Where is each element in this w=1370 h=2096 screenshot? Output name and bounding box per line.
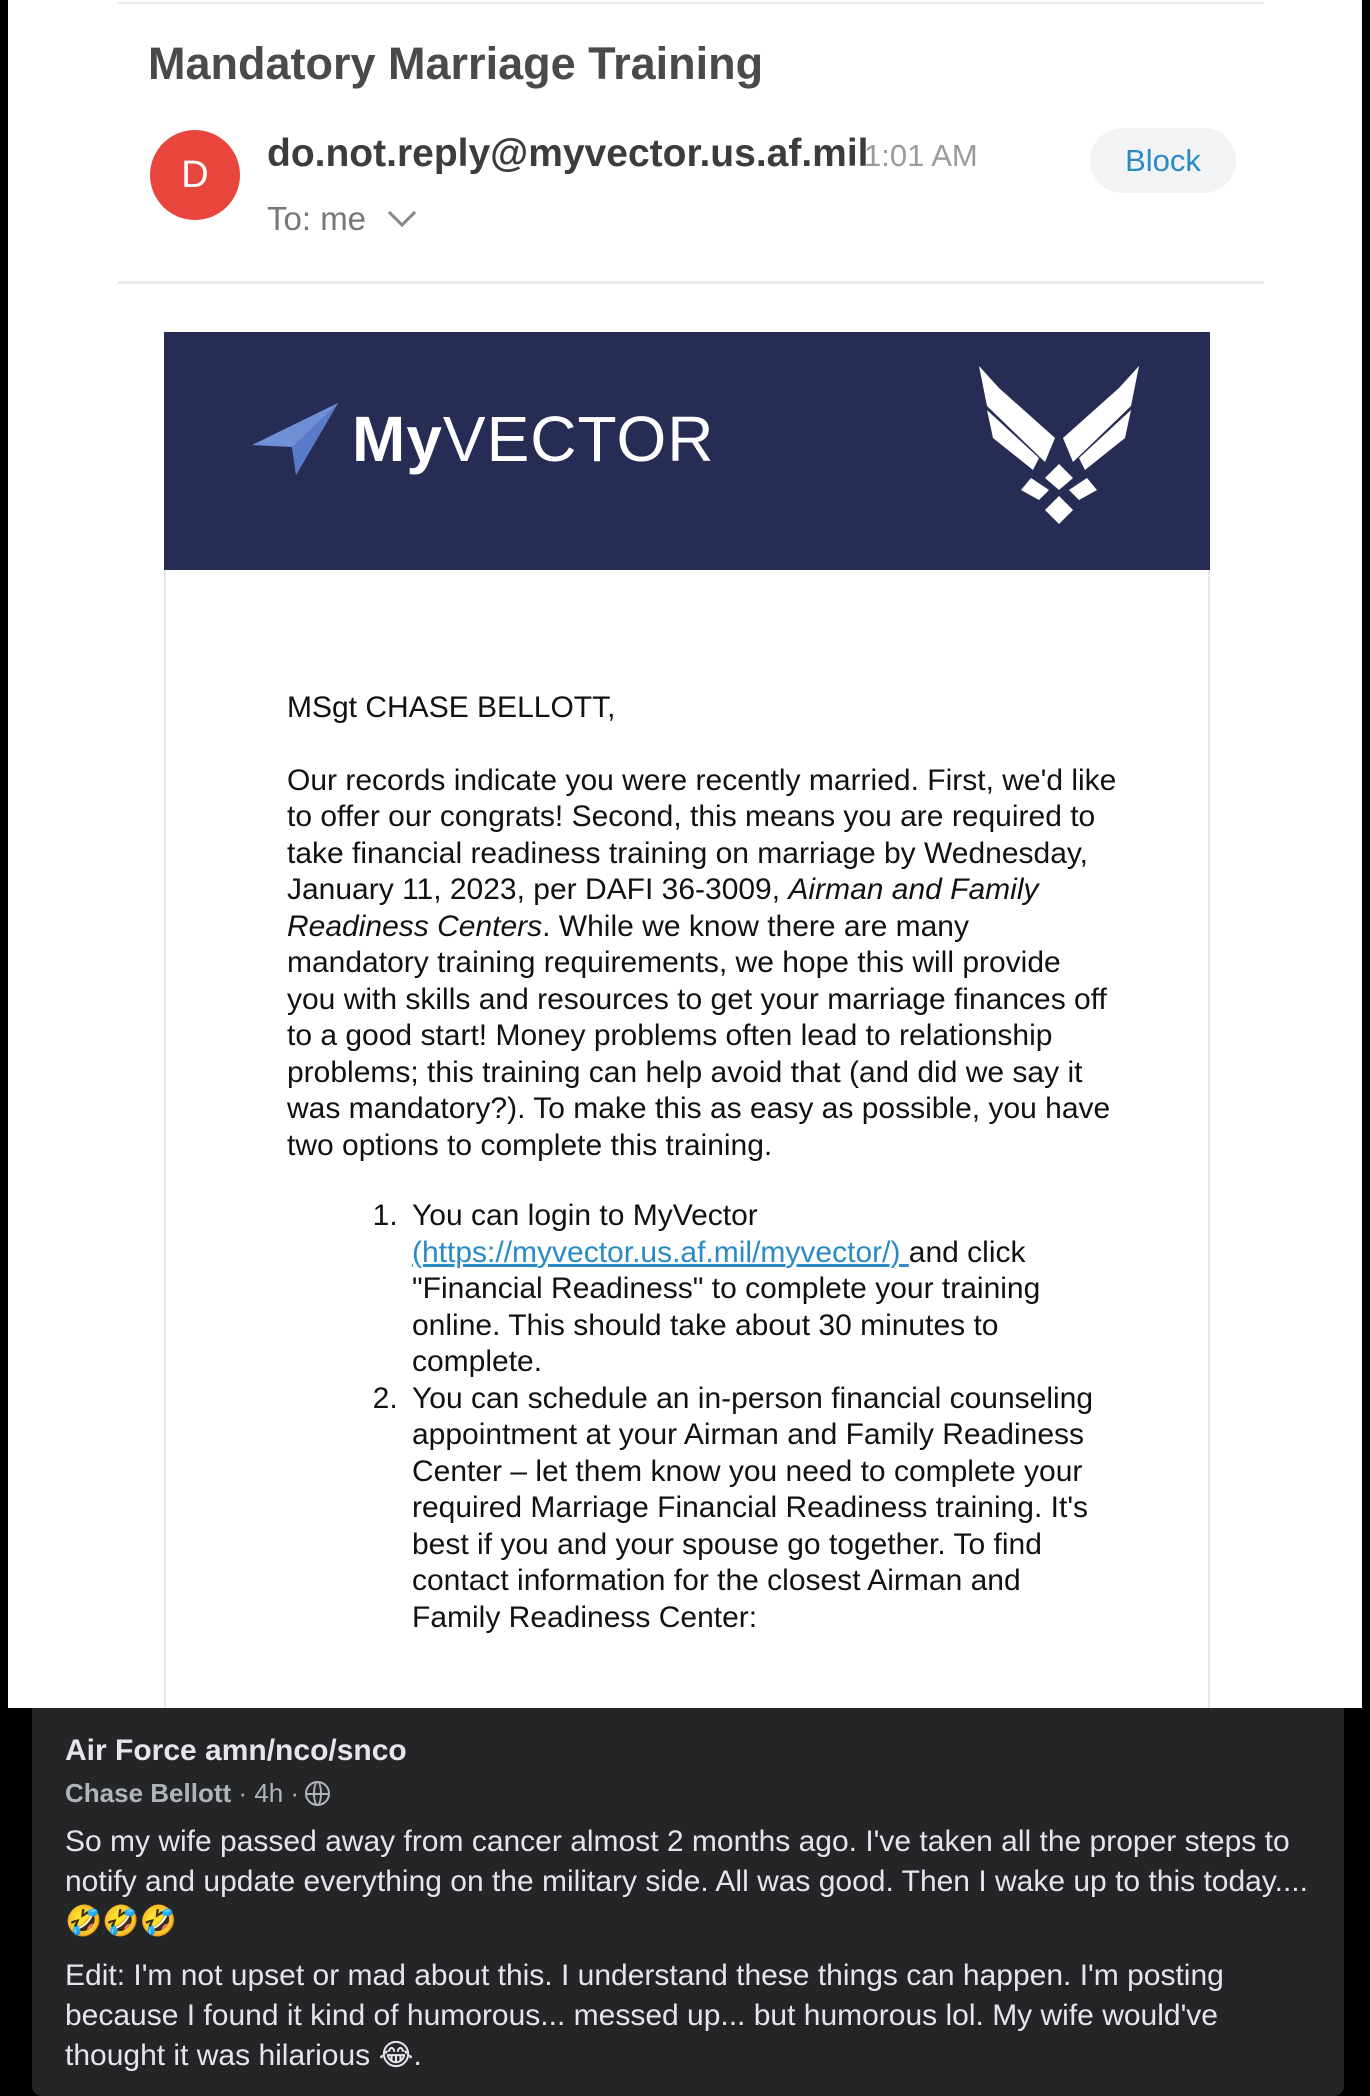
greeting: MSgt CHASE BELLOTT, <box>287 691 616 724</box>
post-meta <box>65 1778 330 1809</box>
myvector-link[interactable]: (https://myvector.us.af.mil/myvector/) <box>412 1235 909 1269</box>
post-body <box>65 1822 1325 2090</box>
post-edit-paragraph: Edit: I'm not upset or mad about this. I understand these things can happen. I'm posting because I found it kind of humorous... messed up... but humorous lol. My wife would've thought it was hilarious 😂. <box>65 1959 1224 2072</box>
email-screenshot <box>8 0 1362 1708</box>
sender-avatar[interactable]: D <box>150 130 240 220</box>
logo-my-text: My <box>352 403 443 475</box>
logo-vector-text: VECTOR <box>442 403 715 475</box>
list-item: 2. You can schedule an in-person financial counseling appointment at your Airman and Family Readiness Center – let them know you need to complete your required Marriage Financial Readiness training. It's best if you and your spouse go together. To find contact information for the closest Airman and Family Readiness Center: <box>406 1381 1117 1637</box>
email-subject: Mandatory Marriage Training <box>148 38 764 89</box>
recipient-label: To: me <box>267 200 367 237</box>
list-item: 1. You can login to MyVector (https://myvector.us.af.mil/myvector/) and click "Financial Readiness" to complete your training online. This should take about 30 minutes to complete. <box>406 1198 1117 1381</box>
divider <box>118 2 1264 4</box>
divider <box>118 281 1264 284</box>
globe-icon <box>305 1781 330 1806</box>
paper-plane-icon <box>252 403 338 475</box>
chevron-down-icon[interactable] <box>388 199 416 227</box>
myvector-logo <box>252 402 714 476</box>
separator: · <box>231 1778 255 1808</box>
email-letter <box>287 690 1117 1636</box>
post-age[interactable]: 4h <box>254 1778 284 1808</box>
recipient-line[interactable] <box>267 200 412 238</box>
italic-title: Airman and Family Readiness Centers <box>287 873 1039 943</box>
facebook-post <box>0 1708 1370 2096</box>
post-paragraph: So my wife passed away from cancer almost 2 months ago. I've taken all the proper steps to notify and update everything on the military side. All was good. Then I wake up to this today.... 🤣🤣🤣 <box>65 1825 1308 1938</box>
separator: · <box>283 1778 300 1808</box>
email-time: 1:01 AM <box>864 138 978 173</box>
post-card <box>32 1708 1344 2096</box>
myvector-banner <box>164 332 1210 570</box>
group-name[interactable]: Air Force amn/nco/snco <box>65 1734 407 1767</box>
author-name[interactable]: Chase Bellott <box>65 1778 232 1808</box>
letter-paragraph: Our records indicate you were recently married. First, we'd like to offer our congrats! Second, this means you are required to take financial readiness training on marriage by Wednesday, January 11, 2023, per DAFI 36-3009, Airman and Family Readiness Centers. While we know there are many mandatory training requirements, we hope this will provide you with skills and resources to get your marriage finances off to a good start! Money problems often lead to relationship problems; this training can help avoid that (and did we say it was mandatory?). To make this as easy as possible, you have two options to complete this training. <box>287 763 1117 1162</box>
block-button[interactable]: Block <box>1090 128 1236 193</box>
sender-address[interactable]: do.not.reply@myvector.us.af.mil <box>267 132 869 175</box>
options-list <box>376 1198 1117 1636</box>
air-force-symbol-icon <box>969 366 1149 526</box>
